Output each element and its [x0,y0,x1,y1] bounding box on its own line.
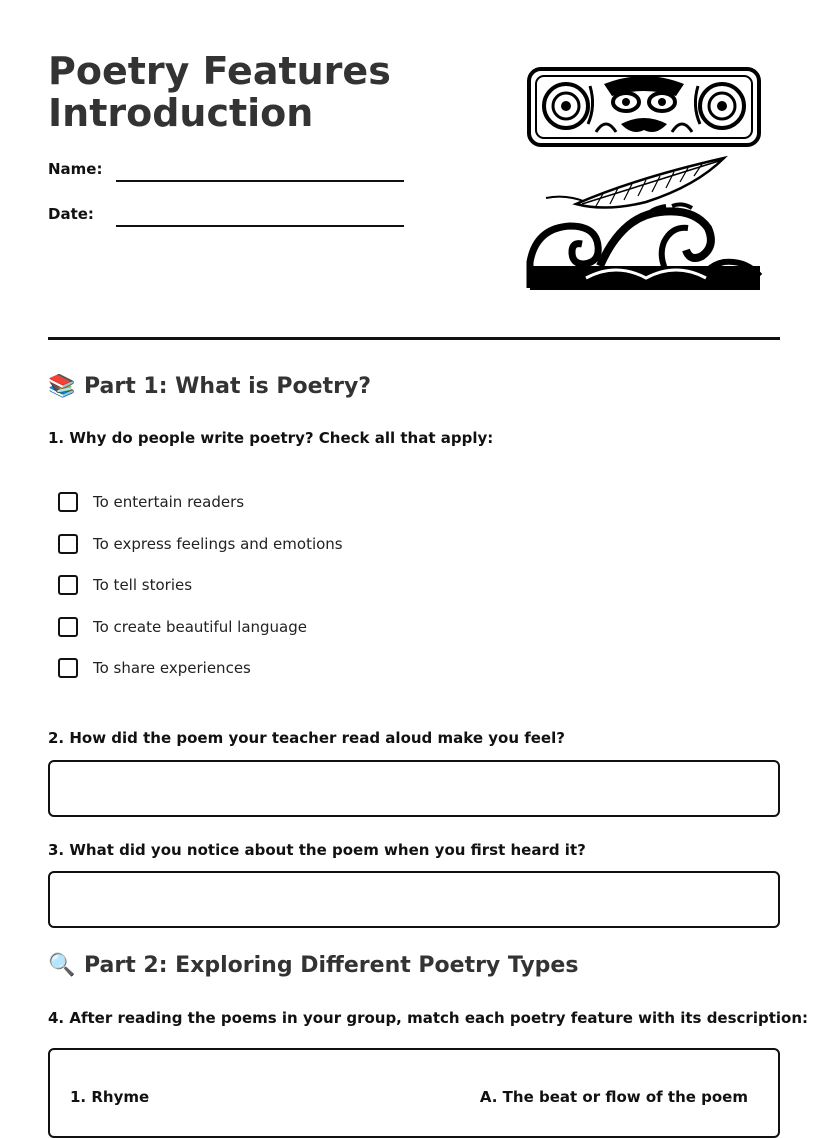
option-label: To entertain readers [93,493,245,511]
maori-art-illustration [526,66,764,292]
part1-heading [48,374,371,399]
wave-icon [530,204,760,290]
option-entertain[interactable] [58,492,244,512]
checkbox-entertain[interactable] [58,492,78,512]
name-field[interactable] [116,180,404,182]
carving-band [529,69,759,145]
question-2: 2. How did the poem your teacher read aloud make you feel? [48,729,565,747]
checkbox-express[interactable] [58,534,78,554]
magnifier-icon: 🔍 [48,953,76,978]
checkbox-language[interactable] [58,617,78,637]
title-line-2: Introduction [48,91,314,135]
checkbox-stories[interactable] [58,575,78,595]
option-language[interactable] [58,617,307,637]
option-label: To express feelings and emotions [93,535,343,553]
answer-box-q3[interactable] [48,871,780,928]
part2-title: Part 2: Exploring Different Poetry Types [84,953,579,978]
date-label: Date: [48,205,94,223]
option-stories[interactable] [58,575,192,595]
option-express[interactable] [58,534,343,554]
checkbox-experiences[interactable] [58,658,78,678]
title-line-1: Poetry Features [48,49,391,93]
part1-title: Part 1: What is Poetry? [84,374,372,399]
part2-heading [48,953,578,978]
option-label: To share experiences [93,659,251,677]
option-label: To tell stories [93,576,193,594]
section-divider [48,337,780,340]
option-label: To create beautiful language [93,618,307,636]
match-feature-1[interactable]: 1. Rhyme [70,1088,150,1106]
page-title [48,50,468,134]
matching-box [48,1048,780,1138]
name-label: Name: [48,160,103,178]
match-description-a[interactable]: A. The beat or flow of the poem [479,1088,748,1106]
answer-box-q2[interactable] [48,760,780,817]
question-3: 3. What did you notice about the poem when you first heard it? [48,841,586,859]
books-icon: 📚 [48,374,76,399]
question-4: 4. After reading the poems in your group, match each poetry feature with its description: [48,1009,808,1027]
date-field[interactable] [116,225,404,227]
feather-icon [546,158,724,208]
question-1: 1. Why do people write poetry? Check all that apply: [48,429,494,447]
option-experiences[interactable] [58,658,251,678]
